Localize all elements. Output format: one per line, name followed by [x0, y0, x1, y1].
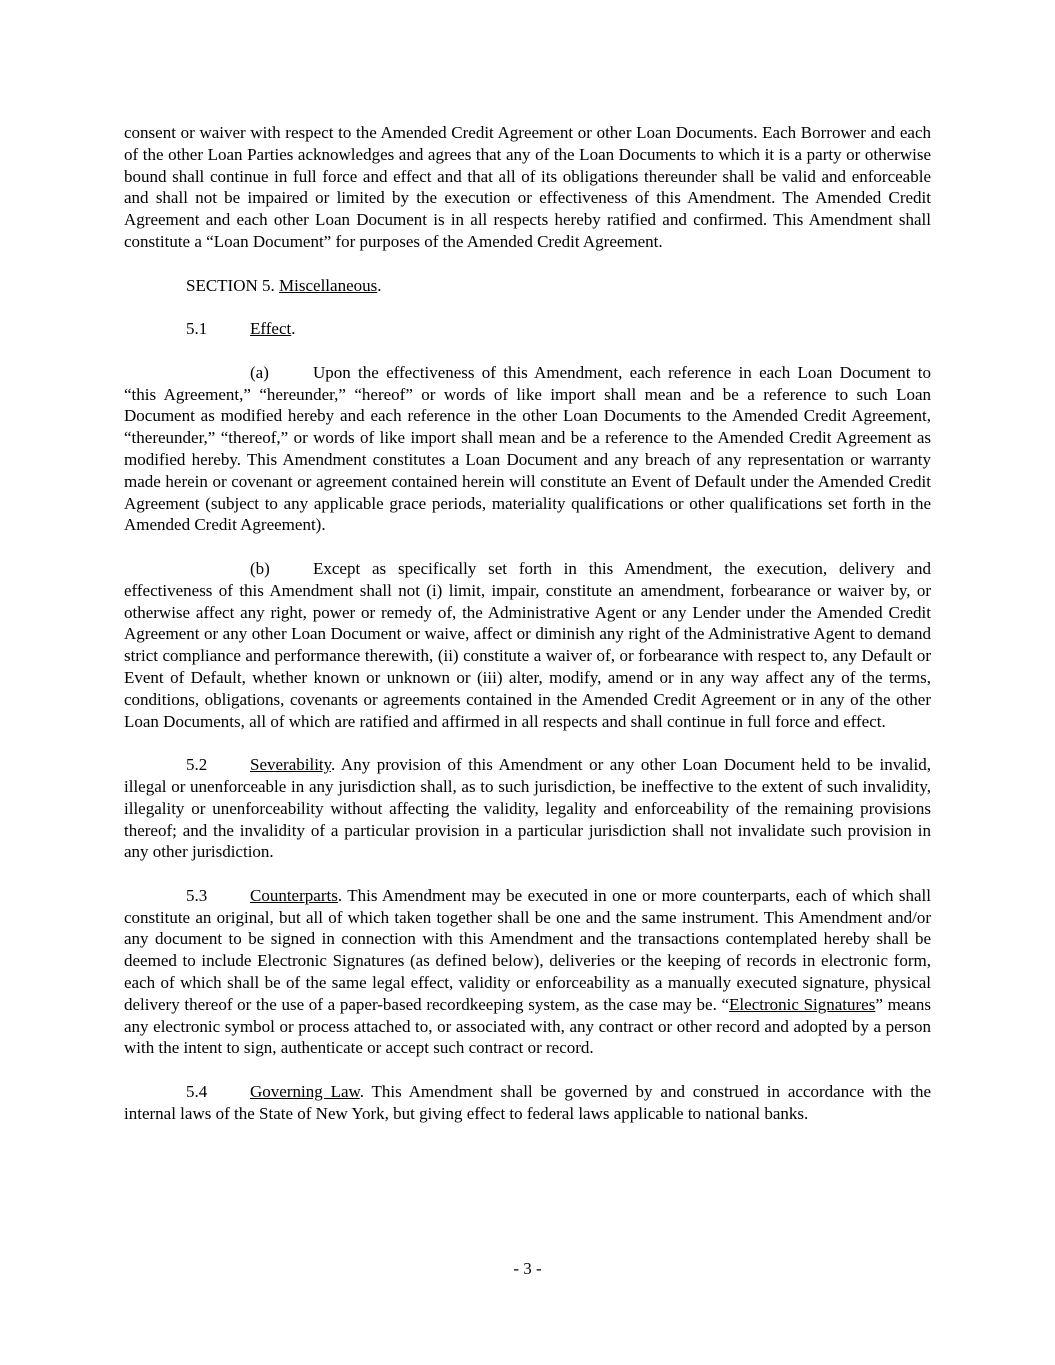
heading-5-1-title: Effect	[250, 319, 292, 339]
paragraph-5-4-number: 5.4	[186, 1082, 208, 1102]
heading-5-1-number: 5.1	[186, 319, 208, 339]
paragraph-5-2-number: 5.2	[186, 755, 208, 775]
paragraph-5-1-a	[124, 362, 931, 536]
paragraph-5-4-title: Governing Law	[250, 1082, 360, 1102]
paragraph-5-3-text-after: ” means any electronic symbol or process attached to, or associated with, any contract or other record and adopted by a person with the intent to sign, authenticate or accept such contract or record.	[124, 994, 931, 1058]
paragraph-5-1-b-text: Except as specifically set forth in this Amendment, the execution, delivery and effectiveness of this Amendment shall not (i) limit, impair, constitute an amendment, forbearance or waiver by, or otherwise affect any right, power or remedy of, the Administrative Agent or any Lender under the Amended Credit Agreement or any other Loan Document or waive, affect or diminish any right of the Administrative Agent to demand strict compliance and performance therewith, (ii) constitute a waiver of, or forbearance with respect to, any Default or Event of Default, whether known or unknown or (iii) alter, modify, amend or in any way affect any of the terms, conditions, obligations, covenants or agreements contained in the Amended Credit Agreement or in any of the other Loan Documents, all of which are ratified and affirmed in all respects and shall continue in full force and effect.	[124, 558, 931, 731]
page-number-text: - 3 -	[513, 1259, 542, 1278]
paragraph-5-4	[124, 1081, 931, 1125]
paragraph-5-1-b	[124, 558, 931, 732]
paragraph-5-1-a-text: Upon the effectiveness of this Amendment, each reference in each Loan Document to “this Agreement,” “hereunder,” “hereof” or words of like import shall mean and be a reference to such Loan Document as modified hereby and each reference in the other Loan Documents to the Amended Credit Agreement, “thereunder,” “thereof,” or words of like import shall mean and be a reference to the Amended Credit Agreement as modified hereby. This Amendment constitutes a Loan Document and any breach of any representation or warranty made herein or covenant or agreement contained herein will constitute an Event of Default under the Amended Credit Agreement (subject to any applicable grace periods, materiality qualifications or other qualifications set forth in the Amended Credit Agreement).	[124, 362, 931, 535]
paragraph-5-1-b-marker: (b)	[250, 558, 270, 578]
paragraph-5-2	[124, 754, 931, 863]
heading-5-1-suffix: .	[291, 319, 296, 339]
paragraph-5-2-title: Severability	[250, 755, 332, 775]
section-5-label: SECTION 5.	[186, 275, 280, 295]
paragraph-5-1-a-marker: (a)	[250, 362, 269, 382]
paragraph-5-3-text-before: . This Amendment may be executed in one or more counterparts, each of which shall constitute an original, but all of which taken together shall be one and the same instrument. This Amendment and/or any document to be signed in connection with this Amendment and the transactions contemplated hereby shall be deemed to include Electronic Signatures (as defined below), deliveries or the keeping of records in electronic form, each of which shall be of the same legal effect, validity or enforceability as a manually executed signature, physical delivery thereof or the use of a paper-based recordkeeping system, as the case may be. “	[124, 885, 931, 1014]
paragraph-5-4-text: . This Amendment shall be governed by and construed in accordance with the internal laws of the State of New York, but giving effect to federal laws applicable to national banks.	[124, 1082, 931, 1123]
paragraph-5-2-text: . Any provision of this Amendment or any other Loan Document held to be invalid, illegal or unenforceable in any jurisdiction shall, as to such jurisdiction, be ineffective to the extent of such invalidity, illegality or unenforceability without affecting the validity, legality and enforceability of the remaining provisions thereof; and the invalidity of a particular provision in a particular jurisdiction shall not invalidate such provision in any other jurisdiction.	[124, 755, 931, 862]
section-5-suffix: .	[377, 275, 382, 295]
document-body	[124, 122, 931, 1146]
paragraph-5-3-defined-term: Electronic Signatures	[729, 994, 876, 1014]
section-5-heading	[124, 275, 931, 297]
page-number	[0, 1258, 1055, 1280]
paragraph-5-3-number: 5.3	[186, 885, 208, 905]
paragraph-continuation	[124, 122, 931, 253]
section-5-title: Miscellaneous	[279, 275, 378, 295]
heading-5-1	[124, 318, 931, 340]
paragraph-5-3	[124, 885, 931, 1059]
paragraph-5-3-title: Counterparts	[250, 885, 338, 905]
paragraph-continuation-text: consent or waiver with respect to the Amended Credit Agreement or other Loan Documents. Each Borrower and each of the other Loan Parties acknowledges and agrees that any of the Loan Documents to which it is a party or otherwise bound shall continue in full force and effect and that all of its obligations thereunder shall be valid and enforceable and shall not be impaired or limited by the execution or effectiveness of this Amendment. The Amended Credit Agreement and each other Loan Document is in all respects hereby ratified and confirmed. This Amendment shall constitute a “Loan Document” for purposes of the Amended Credit Agreement.	[124, 123, 931, 251]
